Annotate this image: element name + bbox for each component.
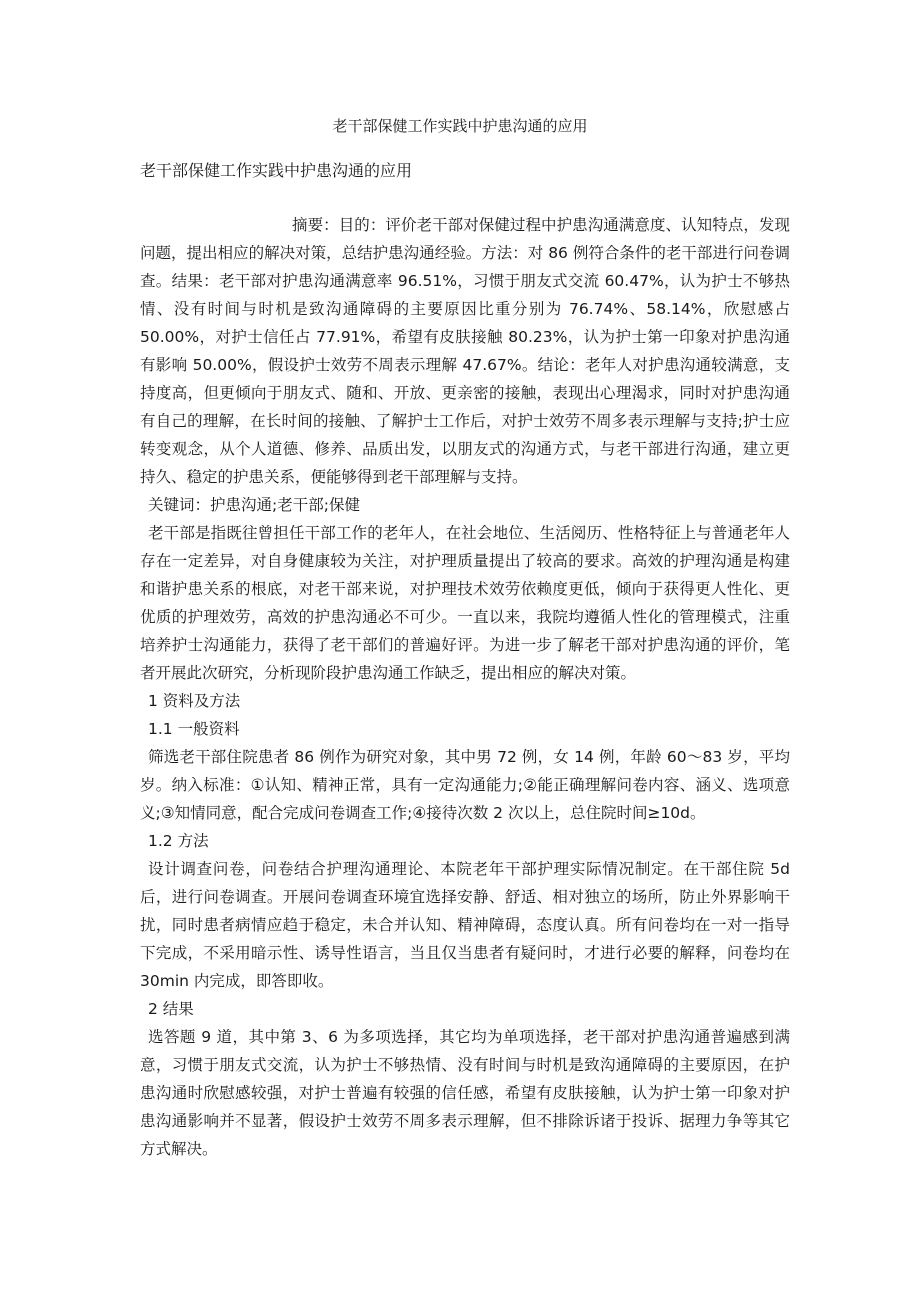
method-paragraph: 设计调查问卷，问卷结合护理沟通理论、本院老年干部护理实际情况制定。在干部住院 5d 后，进行问卷调查。开展问卷调查环境宜选择安静、舒适、相对独立的场所，防止外界影响干扰，同时患者病情应趋于稳定，未合并认知、精神障碍，态度认真。所有问卷均在一对一指导下完成，不采用暗示性、诱导性语言，当且仅当患者有疑问时，才进行必要的解释，问卷均在 30min 内完成，即答即收。 — [140, 860, 790, 990]
results-paragraph: 选答题 9 道，其中第 3、6 为多项选择，其它均为单项选择，老干部对护患沟通普遍感到满意，习惯于朋友式交流，认为护士不够热情、没有时间与时机是致沟通障碍的主要原因，在护患沟通时欣慰感较强，对护士普遍有较强的信任感，希望有皮肤接触，认为护士第一印象对护患沟通影响并不显著，假设护士效劳不周多表示理解，但不排除诉诸于投诉、据理力争等其它方式解决。 — [140, 1028, 790, 1158]
document-body — [140, 211, 790, 1163]
document-title: 老干部保健工作实践中护患沟通的应用 — [332, 117, 588, 135]
subsection-heading-general: 1.1 一般资料 — [148, 720, 240, 738]
subsection-heading-method: 1.2 方法 — [148, 832, 209, 850]
section-heading-methods: 1 资料及方法 — [148, 692, 241, 710]
document-subtitle: 老干部保健工作实践中护患沟通的应用 — [140, 161, 413, 180]
general-paragraph: 筛选老干部住院患者 86 例作为研究对象，其中男 72 例，女 14 例，年龄 60～83 岁，平均岁。纳入标准：①认知、精神正常，具有一定沟通能力;②能正确理解问卷内容、涵义、选项意义;③知情同意，配合完成问卷调查工作;④接待次数 2 次以上，总住院时间≥10d。 — [140, 748, 790, 822]
abstract-paragraph: 摘要：目的：评价老干部对保健过程中护患沟通满意度、认知特点，发现问题，提出相应的解决对策，总结护患沟通经验。方法：对 86 例符合条件的老干部进行问卷调查。结果：老干部对护患沟通满意率 96.51%，习惯于朋友式交流 60.47%，认为护士不够热情、没有时间与时机是致沟通障碍的主要原因比重分别为 76.74%、58.14%，欣慰感占 50.00%，对护士信任占 77.91%，希望有皮肤接触 80.23%，认为护士第一印象对护患沟通有影响 50.00%，假设护士效劳不周表示理解 47.67%。结论：老年人对护患沟通较满意，支持度高，但更倾向于朋友式、随和、开放、更亲密的接触，表现出心理渴求，同时对护患沟通有自己的理解，在长时间的接触、了解护士工作后，对护士效劳不周多表示理解与支持;护士应转变观念，从个人道德、修养、品质出发，以朋友式的沟通方式，与老干部进行沟通，建立更持久、稳定的护患关系，便能够得到老干部理解与支持。 — [140, 216, 790, 486]
section-heading-results: 2 结果 — [148, 1000, 194, 1018]
intro-paragraph: 老干部是指既往曾担任干部工作的老年人，在社会地位、生活阅历、性格特征上与普通老年人存在一定差异，对自身健康较为关注，对护理质量提出了较高的要求。高效的护理沟通是构建和谐护患关系的根底，对老干部来说，对护理技术效劳依赖度更低，倾向于获得更人性化、更优质的护理效劳，高效的护患沟通必不可少。一直以来，我院均遵循人性化的管理模式，注重培养护士沟通能力，获得了老干部们的普遍好评。为进一步了解老干部对护患沟通的评价，笔者开展此次研究，分析现阶段护患沟通工作缺乏，提出相应的解决对策。 — [140, 524, 790, 682]
keywords-line: 关键词：护患沟通;老干部;保健 — [148, 496, 360, 514]
